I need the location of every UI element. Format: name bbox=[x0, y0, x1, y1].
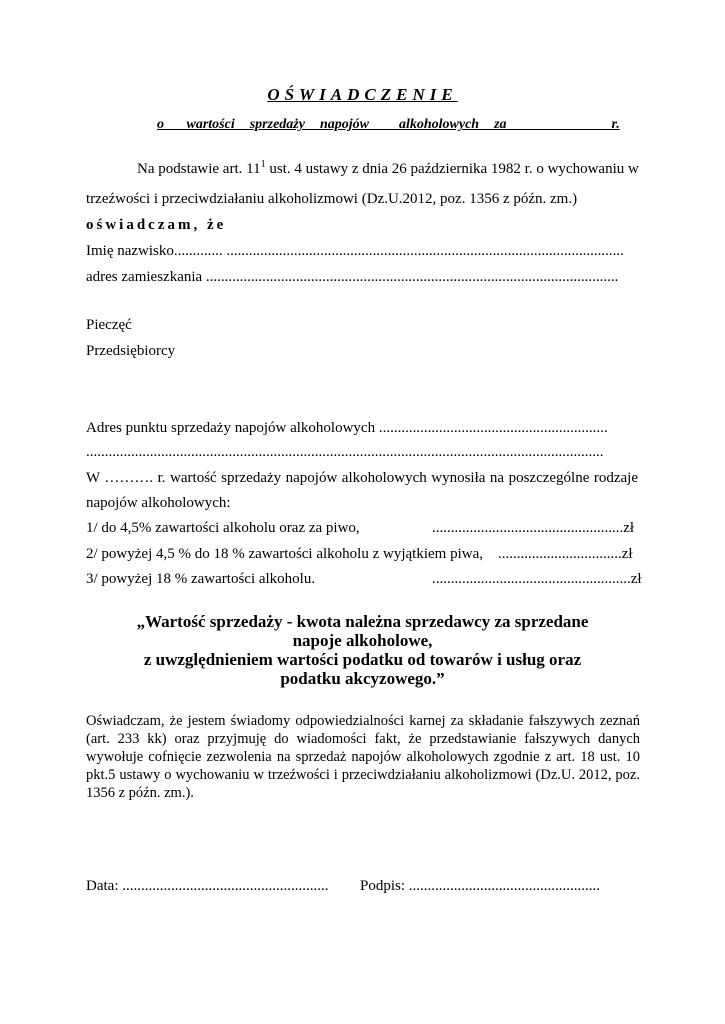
values-intro-line-1: W ………. r. wartość sprzedaży napojów alkoholowych wynosiła na poszczególne rodzaje bbox=[86, 470, 638, 486]
values-intro-line-2: napojów alkoholowych: bbox=[86, 495, 231, 511]
definition-line-3: z uwzględnieniem wartości podatku od towarów i usług oraz bbox=[143, 650, 582, 669]
document-subtitle: o wartości sprzedaży napojów alkoholowych za r. bbox=[157, 117, 620, 132]
date-field: Data: ....................................................... bbox=[86, 878, 329, 894]
stamp-label-2: Przedsiębiorcy bbox=[86, 343, 176, 359]
intro-text-a: Na podstawie art. 11 bbox=[137, 161, 261, 177]
signature-field: Podpis: ................................................... bbox=[360, 878, 601, 894]
item-1-value: ...................................................zł bbox=[432, 520, 635, 536]
address-field: adres zamieszkania .............................................................................................................. bbox=[86, 269, 619, 285]
definition-line-1: „Wartość sprzedaży - kwota należna sprzedawcy za sprzedane bbox=[136, 612, 589, 631]
intro-line-1 bbox=[137, 160, 639, 178]
item-3-label: 3/ powyżej 18 % zawartości alkoholu. bbox=[86, 571, 316, 587]
intro-line-2: trzeźwości i przeciwdziałaniu alkoholizmowi (Dz.U.2012, poz. 1356 z późn. zm.) bbox=[86, 191, 578, 207]
intro-superscript: 1 bbox=[260, 159, 266, 170]
sale-point-continuation: .......................................................................................................................................... bbox=[86, 444, 604, 460]
definition-block bbox=[80, 612, 645, 688]
item-2-label: 2/ powyżej 4,5 % do 18 % zawartości alkoholu z wyjątkiem piwa, bbox=[86, 546, 483, 562]
declare-heading: oświadczam, że bbox=[86, 217, 227, 233]
sale-point-field: Adres punktu sprzedaży napojów alkoholowych ............................................................. bbox=[86, 420, 608, 436]
intro-text-b: ust. 4 ustawy z dnia 26 października 1982 r. o wychowaniu w bbox=[265, 161, 639, 177]
item-2-value: .................................zł bbox=[498, 546, 633, 562]
definition-line-4: podatku akcyzowego.” bbox=[280, 669, 445, 688]
item-3-value: .....................................................zł bbox=[432, 571, 642, 587]
definition-line-2: napoje alkoholowe, bbox=[292, 631, 433, 650]
document-title: OŚWIADCZENIE bbox=[267, 85, 458, 104]
liability-statement: Oświadczam, że jestem świadomy odpowiedzialności karnej za składanie fałszywych zeznań (art. 233 kk) oraz przyjmuję do wiadomości fakt, że przedstawianie fałszywych danych wywołuje cofnięcie zezwolenia na sprzedaż napojów alkoholowych zgodnie z art. 18 ust. 10 pkt.5 ustawy o wychowaniu w trzeźwości i przeciwdziałaniu alkoholizmowi (Dz.U. 2012, poz. 1356 z późn. zm.). bbox=[86, 713, 640, 801]
item-1-label: 1/ do 4,5% zawartości alkoholu oraz za piwo, bbox=[86, 520, 360, 536]
stamp-label-1: Pieczęć bbox=[86, 317, 132, 333]
name-field: Imię nazwisko............. .......................................................................................................... bbox=[86, 243, 624, 259]
